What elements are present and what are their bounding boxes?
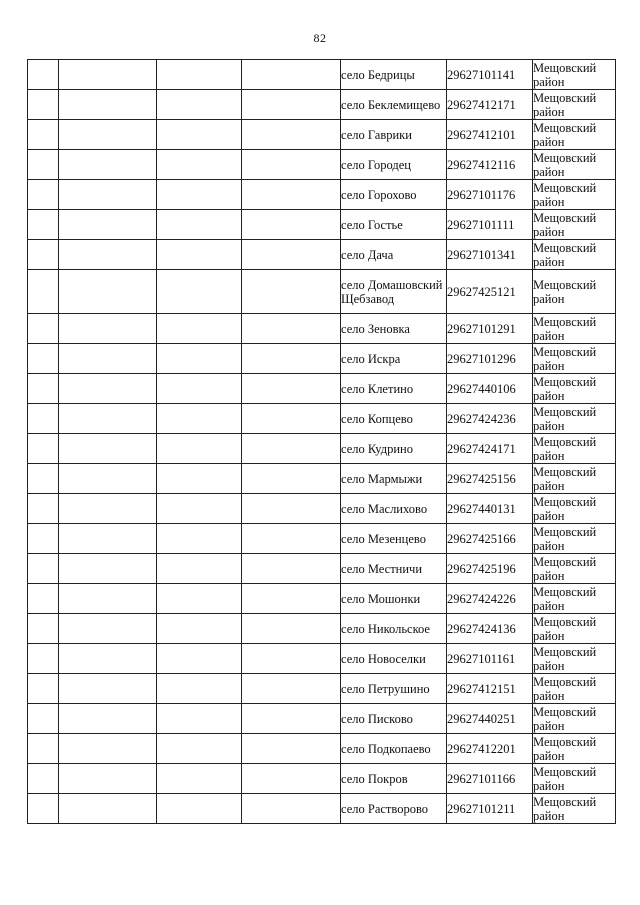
- empty-cell: [59, 180, 157, 210]
- empty-cell: [59, 344, 157, 374]
- empty-cell: [242, 464, 341, 494]
- empty-cell: [242, 180, 341, 210]
- empty-cell: [157, 434, 242, 464]
- empty-cell: [157, 734, 242, 764]
- oktmo-code-cell: 29627425121: [447, 270, 533, 314]
- table-row: [28, 120, 616, 150]
- empty-cell: [242, 270, 341, 314]
- district-cell: Мещовский район: [533, 210, 616, 240]
- empty-cell: [157, 90, 242, 120]
- oktmo-code-cell: 29627425156: [447, 464, 533, 494]
- empty-cell: [157, 554, 242, 584]
- district-cell: Мещовский район: [533, 120, 616, 150]
- empty-cell: [28, 434, 59, 464]
- empty-cell: [157, 644, 242, 674]
- oktmo-code-cell: 29627412151: [447, 674, 533, 704]
- table-row: [28, 494, 616, 524]
- empty-cell: [59, 90, 157, 120]
- table-row: [28, 704, 616, 734]
- empty-cell: [59, 314, 157, 344]
- empty-cell: [157, 210, 242, 240]
- district-cell: Мещовский район: [533, 554, 616, 584]
- empty-cell: [28, 314, 59, 344]
- oktmo-code-cell: 29627101291: [447, 314, 533, 344]
- settlement-name-cell: село Зеновка: [341, 314, 447, 344]
- page-number: 82: [313, 31, 327, 45]
- district-cell: Мещовский район: [533, 794, 616, 824]
- empty-cell: [242, 614, 341, 644]
- empty-cell: [157, 614, 242, 644]
- settlement-name-cell: село Покров: [341, 764, 447, 794]
- table-row: [28, 584, 616, 614]
- empty-cell: [157, 464, 242, 494]
- table-row: [28, 60, 616, 90]
- empty-cell: [28, 704, 59, 734]
- empty-cell: [157, 344, 242, 374]
- empty-cell: [242, 674, 341, 704]
- empty-cell: [157, 494, 242, 524]
- empty-cell: [28, 674, 59, 704]
- district-cell: Мещовский район: [533, 374, 616, 404]
- empty-cell: [28, 614, 59, 644]
- empty-cell: [28, 270, 59, 314]
- table-row: [28, 554, 616, 584]
- settlement-name-cell: село Петрушино: [341, 674, 447, 704]
- empty-cell: [59, 210, 157, 240]
- oktmo-code-cell: 29627101296: [447, 344, 533, 374]
- oktmo-code-cell: 29627412116: [447, 150, 533, 180]
- oktmo-code-cell: 29627412201: [447, 734, 533, 764]
- district-cell: Мещовский район: [533, 314, 616, 344]
- empty-cell: [242, 554, 341, 584]
- empty-cell: [59, 464, 157, 494]
- district-cell: Мещовский район: [533, 584, 616, 614]
- settlement-name-cell: село Бедрицы: [341, 60, 447, 90]
- empty-cell: [59, 554, 157, 584]
- oktmo-code-cell: 29627424226: [447, 584, 533, 614]
- empty-cell: [242, 734, 341, 764]
- settlement-name-cell: село Искра: [341, 344, 447, 374]
- empty-cell: [157, 374, 242, 404]
- empty-cell: [157, 404, 242, 434]
- settlement-name-cell: село Никольское: [341, 614, 447, 644]
- oktmo-code-cell: 29627424136: [447, 614, 533, 644]
- oktmo-code-cell: 29627425166: [447, 524, 533, 554]
- empty-cell: [59, 614, 157, 644]
- table-row: [28, 434, 616, 464]
- empty-cell: [59, 494, 157, 524]
- oktmo-code-cell: 29627101176: [447, 180, 533, 210]
- settlement-name-cell: село Маслихово: [341, 494, 447, 524]
- settlement-name-cell: село Клетино: [341, 374, 447, 404]
- oktmo-code-cell: 29627101211: [447, 794, 533, 824]
- settlement-name-cell: село Дача: [341, 240, 447, 270]
- empty-cell: [157, 150, 242, 180]
- table-row: [28, 180, 616, 210]
- table-row: [28, 240, 616, 270]
- empty-cell: [242, 120, 341, 150]
- empty-cell: [242, 704, 341, 734]
- district-cell: Мещовский район: [533, 494, 616, 524]
- oktmo-code-cell: 29627424236: [447, 404, 533, 434]
- oktmo-code-cell: 29627424171: [447, 434, 533, 464]
- empty-cell: [242, 374, 341, 404]
- empty-cell: [242, 210, 341, 240]
- empty-cell: [242, 150, 341, 180]
- settlement-name-cell: село Городец: [341, 150, 447, 180]
- district-cell: Мещовский район: [533, 704, 616, 734]
- settlement-name-cell: село Домашовский Щебзавод: [341, 270, 447, 314]
- empty-cell: [242, 794, 341, 824]
- district-cell: Мещовский район: [533, 674, 616, 704]
- oktmo-code-cell: 29627425196: [447, 554, 533, 584]
- empty-cell: [157, 584, 242, 614]
- empty-cell: [157, 704, 242, 734]
- empty-cell: [28, 794, 59, 824]
- oktmo-code-cell: 29627440251: [447, 704, 533, 734]
- settlement-name-cell: село Мармыжи: [341, 464, 447, 494]
- oktmo-code-cell: 29627101341: [447, 240, 533, 270]
- empty-cell: [28, 644, 59, 674]
- empty-cell: [28, 764, 59, 794]
- empty-cell: [59, 674, 157, 704]
- oktmo-code-cell: 29627412101: [447, 120, 533, 150]
- empty-cell: [242, 90, 341, 120]
- empty-cell: [28, 120, 59, 150]
- oktmo-code-cell: 29627412171: [447, 90, 533, 120]
- table-row: [28, 210, 616, 240]
- empty-cell: [242, 404, 341, 434]
- empty-cell: [157, 794, 242, 824]
- empty-cell: [157, 270, 242, 314]
- empty-cell: [28, 240, 59, 270]
- oktmo-code-cell: 29627101141: [447, 60, 533, 90]
- settlement-name-cell: село Гаврики: [341, 120, 447, 150]
- empty-cell: [59, 584, 157, 614]
- empty-cell: [59, 120, 157, 150]
- table-body: [28, 60, 616, 824]
- empty-cell: [28, 374, 59, 404]
- empty-cell: [242, 434, 341, 464]
- oktmo-code-cell: 29627101161: [447, 644, 533, 674]
- empty-cell: [59, 644, 157, 674]
- settlement-name-cell: село Мезенцево: [341, 524, 447, 554]
- table-row: [28, 644, 616, 674]
- table-row: [28, 344, 616, 374]
- district-cell: Мещовский район: [533, 524, 616, 554]
- settlement-name-cell: село Горохово: [341, 180, 447, 210]
- district-cell: Мещовский район: [533, 644, 616, 674]
- empty-cell: [242, 60, 341, 90]
- settlement-name-cell: село Беклемищево: [341, 90, 447, 120]
- empty-cell: [28, 90, 59, 120]
- district-cell: Мещовский район: [533, 764, 616, 794]
- table-row: [28, 374, 616, 404]
- table-row: [28, 674, 616, 704]
- district-cell: Мещовский район: [533, 404, 616, 434]
- settlement-name-cell: село Новоселки: [341, 644, 447, 674]
- oktmo-code-cell: 29627440131: [447, 494, 533, 524]
- empty-cell: [157, 120, 242, 150]
- district-cell: Мещовский район: [533, 344, 616, 374]
- settlement-name-cell: село Кудрино: [341, 434, 447, 464]
- empty-cell: [59, 270, 157, 314]
- table-row: [28, 734, 616, 764]
- empty-cell: [242, 584, 341, 614]
- empty-cell: [59, 524, 157, 554]
- settlement-name-cell: село Гостье: [341, 210, 447, 240]
- table-row: [28, 524, 616, 554]
- district-cell: Мещовский район: [533, 434, 616, 464]
- settlement-name-cell: село Писково: [341, 704, 447, 734]
- empty-cell: [157, 180, 242, 210]
- empty-cell: [157, 240, 242, 270]
- empty-cell: [157, 60, 242, 90]
- empty-cell: [242, 314, 341, 344]
- table-row: [28, 150, 616, 180]
- empty-cell: [28, 584, 59, 614]
- district-cell: Мещовский район: [533, 614, 616, 644]
- empty-cell: [157, 314, 242, 344]
- settlement-name-cell: село Местничи: [341, 554, 447, 584]
- table-row: [28, 270, 616, 314]
- empty-cell: [157, 674, 242, 704]
- empty-cell: [28, 404, 59, 434]
- empty-cell: [28, 344, 59, 374]
- district-cell: Мещовский район: [533, 60, 616, 90]
- district-cell: Мещовский район: [533, 150, 616, 180]
- table-row: [28, 614, 616, 644]
- empty-cell: [242, 494, 341, 524]
- empty-cell: [157, 524, 242, 554]
- empty-cell: [242, 524, 341, 554]
- table-row: [28, 90, 616, 120]
- settlement-name-cell: село Подкопаево: [341, 734, 447, 764]
- empty-cell: [59, 374, 157, 404]
- empty-cell: [59, 404, 157, 434]
- empty-cell: [59, 150, 157, 180]
- table-row: [28, 764, 616, 794]
- empty-cell: [242, 344, 341, 374]
- empty-cell: [59, 734, 157, 764]
- settlement-name-cell: село Копцево: [341, 404, 447, 434]
- empty-cell: [59, 794, 157, 824]
- empty-cell: [28, 150, 59, 180]
- table-row: [28, 794, 616, 824]
- empty-cell: [28, 734, 59, 764]
- empty-cell: [59, 240, 157, 270]
- district-cell: Мещовский район: [533, 270, 616, 314]
- empty-cell: [242, 764, 341, 794]
- oktmo-code-cell: 29627101111: [447, 210, 533, 240]
- district-cell: Мещовский район: [533, 90, 616, 120]
- district-cell: Мещовский район: [533, 240, 616, 270]
- table-row: [28, 404, 616, 434]
- empty-cell: [242, 240, 341, 270]
- oktmo-code-cell: 29627440106: [447, 374, 533, 404]
- settlement-name-cell: село Мошонки: [341, 584, 447, 614]
- empty-cell: [59, 434, 157, 464]
- empty-cell: [28, 180, 59, 210]
- empty-cell: [59, 704, 157, 734]
- settlement-name-cell: село Растворово: [341, 794, 447, 824]
- empty-cell: [28, 524, 59, 554]
- empty-cell: [28, 210, 59, 240]
- settlements-table: [27, 59, 616, 824]
- oktmo-code-cell: 29627101166: [447, 764, 533, 794]
- empty-cell: [242, 644, 341, 674]
- empty-cell: [28, 60, 59, 90]
- district-cell: Мещовский район: [533, 180, 616, 210]
- empty-cell: [28, 464, 59, 494]
- empty-cell: [28, 554, 59, 584]
- empty-cell: [59, 60, 157, 90]
- empty-cell: [157, 764, 242, 794]
- empty-cell: [59, 764, 157, 794]
- empty-cell: [28, 494, 59, 524]
- table-row: [28, 464, 616, 494]
- district-cell: Мещовский район: [533, 734, 616, 764]
- table-row: [28, 314, 616, 344]
- district-cell: Мещовский район: [533, 464, 616, 494]
